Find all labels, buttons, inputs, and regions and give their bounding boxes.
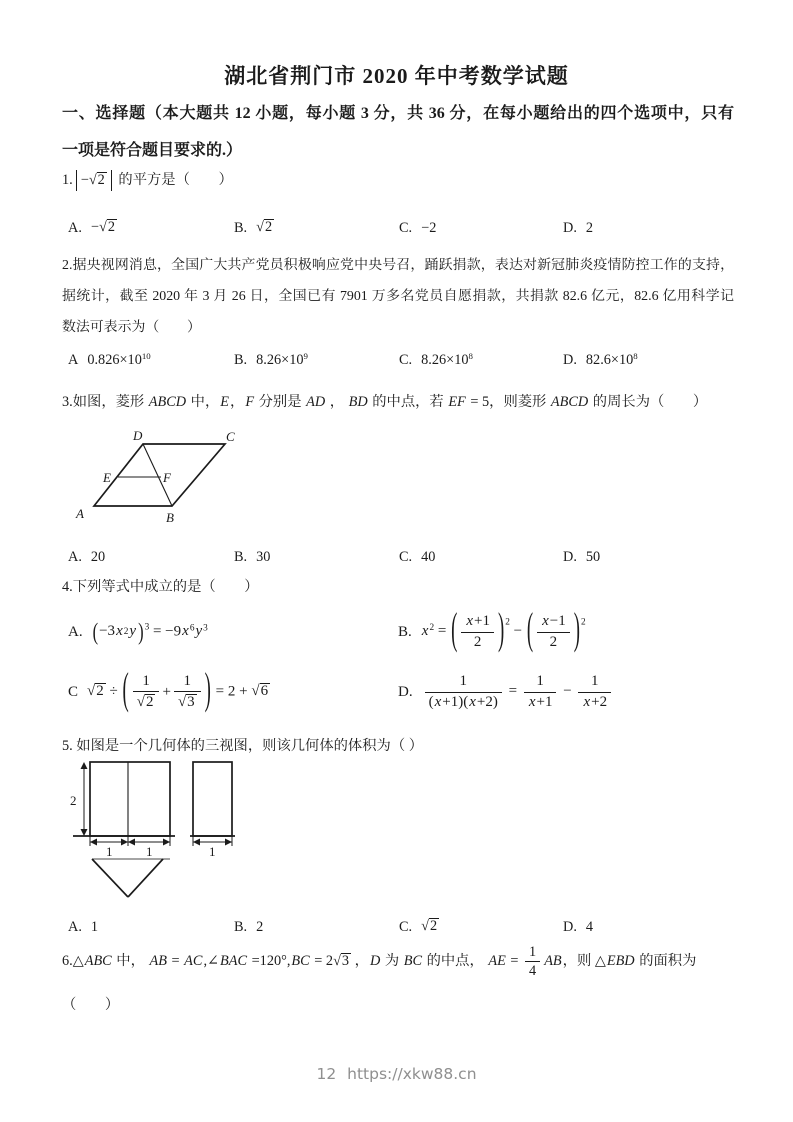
option-label: A. (68, 219, 82, 236)
option-formula: 50 (585, 548, 601, 565)
vertex-label-c: C (226, 429, 235, 444)
option-formula: 2 (585, 219, 594, 236)
side-width-label: 1 (209, 844, 216, 859)
option-formula: √2 ÷ ( $\frac{1}{√2}$ + $\frac{1}{√3}$ ) = 2 + √6 (87, 665, 269, 715)
section-header-line2: 一项是符合题目要求的.） (62, 142, 243, 159)
option-a (68, 606, 208, 658)
q4-stem: 4.下列等式中成立的是（ ） (62, 579, 259, 595)
front-view-rect (90, 762, 170, 836)
option-formula: −2 (421, 219, 437, 236)
option-b (234, 213, 274, 243)
vertex-label-a: A (76, 506, 84, 521)
option-formula: √2 (421, 918, 438, 935)
q4-options-row1 (62, 606, 734, 658)
option-label: C. (399, 219, 413, 236)
option-formula: 1 (90, 918, 99, 935)
q4-options-row2 (62, 666, 734, 718)
option-label: B. (234, 548, 248, 565)
option-a (68, 213, 117, 243)
arrowhead (81, 829, 88, 836)
option-label: D. (563, 918, 577, 935)
footer (0, 1065, 793, 1083)
option-label: C. (399, 351, 413, 368)
option-label: A (68, 351, 79, 368)
option-label: A. (68, 548, 82, 565)
option-d (563, 912, 593, 942)
option-formula: ( −3 x 2 y )$^3 = -9x^6y^3$ (92, 617, 208, 646)
option-label: A. (68, 623, 83, 640)
section-header-line1: 一、选择题（本大题共 12 小题，每小题 3 分，共 36 分，在每小题给出的四个选项中，只有 (62, 105, 734, 122)
rhombus-outline (94, 444, 225, 506)
option-label: C. (399, 918, 413, 935)
front-width-label-2: 1 (146, 844, 153, 859)
option-b (398, 606, 586, 658)
option-label: D. (563, 351, 577, 368)
option-label: C (68, 683, 79, 700)
q2-stem-line2: 据统计，截至 2020 年 3 月 26 日，全国已有 7901 万多名党员自愿捐款，共捐款 82.6 亿元，82.6 亿用科学记 (62, 289, 734, 304)
option-formula: $8.26\times 10^8$ (421, 350, 473, 368)
option-b (234, 345, 308, 375)
q6-stem: 6.△ABC 中， AB = AC,∠BAC =120°,BC = 2√3 ，D 为 BC 的中点， AE = $\frac{1}{4}$ AB，则 △EBD 的面积为 (62, 944, 697, 980)
option-formula: 20 (90, 548, 106, 565)
option-c (399, 213, 436, 243)
height-dim-label: 2 (70, 793, 77, 808)
option-formula: −√2 (90, 219, 115, 236)
side-view-rect (193, 762, 232, 836)
option-c (399, 542, 435, 572)
option-d (563, 345, 638, 375)
arrowhead (90, 839, 97, 846)
three-view-diagram (62, 757, 247, 907)
q1-stem: 1. −√2 的平方是（ ） (62, 170, 734, 191)
option-formula: 4 (585, 918, 594, 935)
top-view-left-side (92, 859, 128, 897)
q6-answer-blank: （ ） (62, 997, 120, 1013)
vertex-label-f: F (163, 470, 171, 485)
page-number: 12 (316, 1065, 337, 1083)
q3-stem: 3.如图，菱形 ABCD 中，E，F 分别是 AD ， BD 的中点，若 EF = 5，则菱形 ABCD 的周长为（ ） (62, 394, 708, 410)
option-b (234, 542, 270, 572)
option-d (563, 542, 600, 572)
option-c (68, 666, 270, 718)
q5-options (62, 912, 734, 942)
vertex-label-b: B (166, 510, 174, 525)
q1-options (62, 213, 734, 243)
option-a (68, 345, 151, 375)
option-formula: 40 (421, 548, 436, 565)
arrowhead (121, 839, 128, 846)
option-c (399, 345, 473, 375)
q3-options (62, 542, 734, 572)
option-label: B. (234, 918, 248, 935)
option-a (68, 912, 98, 942)
arrowhead (225, 839, 232, 846)
page-title: 湖北省荆门市 2020 年中考数学试题 (224, 64, 569, 88)
option-label: B. (234, 351, 248, 368)
option-d (563, 213, 593, 243)
option-label: D. (563, 219, 577, 236)
arrowhead (163, 839, 170, 846)
option-label: B. (398, 623, 412, 640)
option-formula: 2 (256, 918, 264, 935)
option-label: B. (234, 219, 248, 236)
option-formula: $\frac{1}{(x+1)(x+2)}$ = $\frac{1}{x+1}$ − $\frac{1}{x+2}$ (422, 673, 614, 711)
top-view-right-side (128, 859, 163, 897)
arrowhead (81, 762, 88, 769)
option-label: D. (563, 548, 577, 565)
option-formula: 30 (256, 548, 271, 565)
option-formula: $0.826\times 10^{10}$ (87, 350, 151, 368)
vertex-label-e: E (103, 470, 111, 485)
option-formula: √2 (256, 219, 273, 236)
option-label: A. (68, 918, 82, 935)
q2-stem-line3: 数法可表示为（ ） (62, 320, 201, 335)
q2-options (62, 345, 734, 375)
vertex-label-d: D (133, 428, 143, 443)
rhombus-diagram (62, 428, 247, 528)
option-a (68, 542, 105, 572)
q2-stem-line1: 2.据央视网消息，全国广大共产党员积极响应党中央号召，踊跃捐款，表达对新冠肺炎疫情防控工作的支持， (62, 258, 734, 273)
front-width-label-1: 1 (106, 844, 113, 859)
q5-stem: 5. 如图是一个几何体的三视图，则该几何体的体积为（ ） (62, 738, 423, 754)
arrowhead (128, 839, 135, 846)
option-formula: $8.26\times 10^9$ (256, 350, 308, 368)
option-formula: $x^2$ = ( $\frac{x+1}{2}$ ) $^2$ − ( $\frac{x-1}{2}$ ) $^2$ (421, 605, 586, 655)
arrowhead (193, 839, 200, 846)
option-label: D. (398, 683, 413, 700)
option-b (234, 912, 263, 942)
option-d (398, 666, 614, 718)
option-c (399, 912, 439, 942)
footer-link[interactable]: https://xkw88.cn (347, 1065, 477, 1083)
option-formula: $82.6\times 10^8$ (585, 350, 638, 368)
option-label: C. (399, 548, 413, 565)
